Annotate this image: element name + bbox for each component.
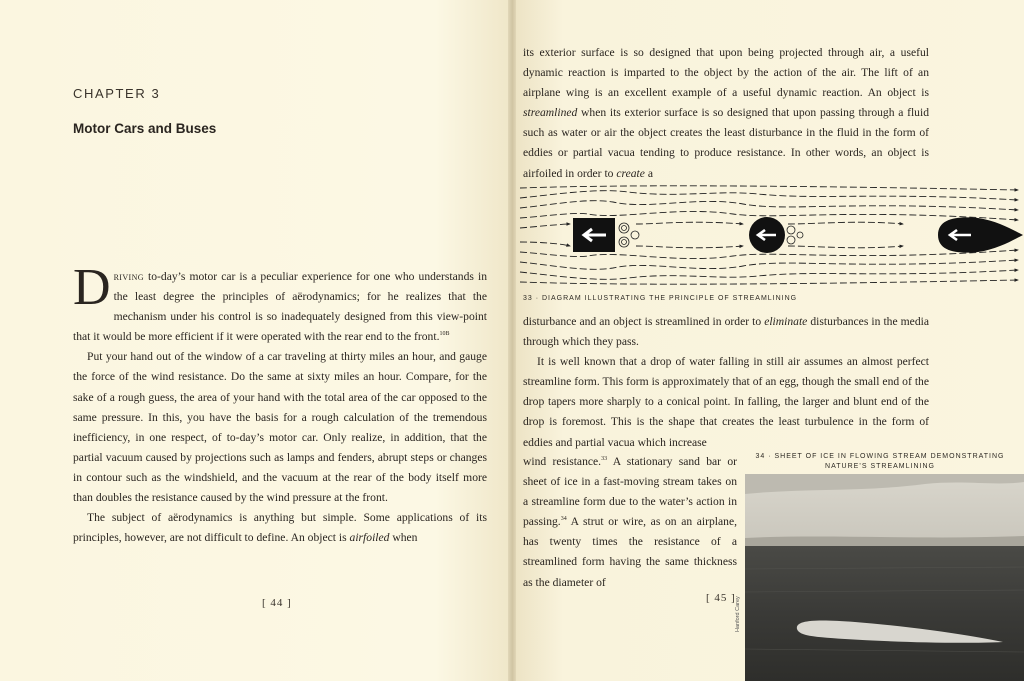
right-p1-emphasis-1: streamlined — [523, 106, 578, 120]
streamlining-diagram — [518, 180, 1024, 290]
right-paragraph-2 — [523, 312, 929, 352]
right-p2-emphasis: eliminate — [764, 315, 808, 328]
paragraph-1 — [73, 259, 487, 347]
figure-33-caption: 33 · DIAGRAM ILLUSTRATING THE PRINCIPLE OF STREAMLINING — [523, 295, 798, 302]
drop-cap: D — [73, 259, 111, 316]
right-p4-text-b: A stationary sand bar or sheet of ice in a fast-moving stream takes on a streamline form due to the water’s action in passing. — [523, 455, 737, 529]
right-p1-text-a: its exterior surface is so designed that upon being projected through air, a useful dynamic reaction is imparted to the object by the action of the air. The lift of an airplane wing is an excellent example of a useful dynamic reaction. An object is — [523, 46, 929, 100]
note-ref-34: 34 — [560, 516, 567, 523]
right-narrow-text — [523, 452, 737, 593]
right-top-text — [523, 43, 929, 184]
paragraph-3-text-b: when — [389, 531, 418, 545]
paragraph-3 — [73, 508, 487, 548]
figure-34-caption-line-1: 34 · SHEET OF ICE IN FLOWING STREAM DEMONSTRATING — [755, 453, 1005, 460]
paragraph-3-emphasis: airfoiled — [349, 531, 390, 545]
right-p1-emphasis-2: create — [616, 166, 645, 180]
left-body-text — [73, 259, 487, 548]
note-ref-10b: 10B — [439, 331, 450, 338]
right-p2-text-a: disturbance and an object is streamlined in order to — [523, 315, 765, 328]
chapter-title: Motor Cars and Buses — [73, 121, 217, 136]
right-p1-text-b: when its exterior surface is so designed that upon passing through a fluid such as water or air the object creates the least disturbance in the fluid in the form of eddies or partial vacua tending to produce resistance. In other words, an object is airfoiled in order to — [523, 106, 929, 180]
right-p4-text-a: wind resistance. — [523, 455, 602, 468]
book-gutter — [508, 0, 516, 681]
ice-sheet-photo-graphic — [745, 474, 1024, 681]
right-p4-text-c: A strut or wire, as on an airplane, has twenty times the resistance of a streamlined form having the same thickness as the diameter of — [523, 515, 737, 589]
right-p1-text-c: a — [644, 166, 653, 180]
round-body — [749, 217, 785, 253]
right-middle-text — [523, 312, 929, 453]
right-paragraph-4 — [523, 452, 737, 593]
right-paragraph-1 — [523, 43, 929, 184]
streamlined-body — [938, 217, 1023, 252]
right-p2-text-b: disturbances in the media through which they pass. — [523, 315, 929, 349]
figure-34-caption-line-2: NATURE’S STREAMLINING — [825, 463, 935, 470]
page-number-left: [ 44 ] — [262, 597, 292, 609]
paragraph-1-text: to-day’s motor car is a peculiar experience for one who understands in the least degree the principles of aërodynamics; for he realizes that the mechanism under his control is so inadequately designed from this view-point that it would be more efficient if it were operated with the rear end to the front. — [73, 270, 487, 344]
small-caps-opening: riving — [113, 270, 144, 283]
right-paragraph-3: It is well known that a drop of water falling in still air assumes an almost perfect streamline form. This form is approximately that of an egg, though the small end of the drop tapers more sharply to a conical point. In falling, the larger and blunt end of the drop is foremost. This is the shape that creates the least turbulence in the form of eddies and partial vacua which increase — [523, 355, 929, 449]
photo-credit: Hanford Carey — [735, 596, 741, 632]
chapter-label: CHAPTER 3 — [73, 86, 161, 101]
paragraph-2: Put your hand out of the window of a car traveling at thirty miles an hour, and gauge the force of the wind resistance. Do the same at sixty miles an hour. Compare, for the sake of a rough guess, the area of your hand with the total area of the car opposed to the same pressure. In this, you have the basis for a rough calculation of the tremendous inefficiency, in one respect, of to-day’s motor car. Only realize, in addition, that the partial vacuum caused by projections such as lamps and fenders, abrupt steps or changes in contour such as the windshield, and the vacuum at the rear of the body itself more than doubles the resistance caused by the wind pressure at the front. — [73, 350, 487, 505]
square-body — [573, 218, 615, 252]
figure-34-caption — [745, 452, 1015, 472]
ice-sheet-photo — [745, 474, 1024, 681]
paragraph-3-text-a: The subject of aërodynamics is anything but simple. Some applications of its principles, however, are not difficult to define. An object is — [73, 511, 487, 545]
page-number-right: [ 45 ] — [706, 592, 736, 604]
note-ref-33: 33 — [601, 456, 608, 462]
